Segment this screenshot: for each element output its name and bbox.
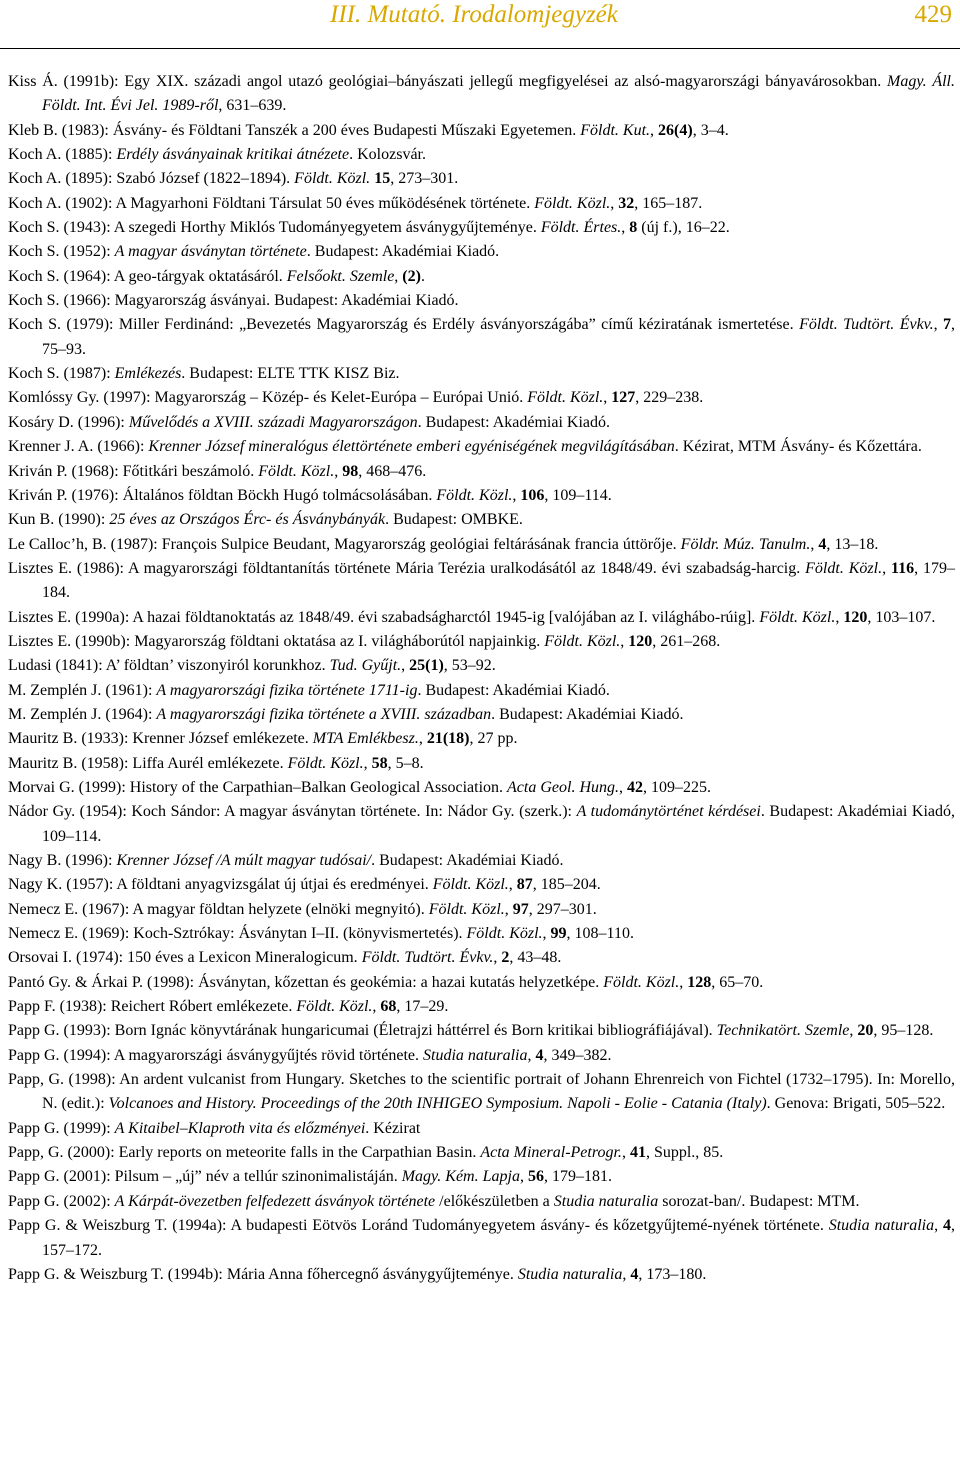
reference-entry: M. Zemplén J. (1961): A magyarországi fizika története 1711-ig. Budapest: Akadémiai Kiadó. [8,681,610,699]
reference-entry: Papp G. (1993): Born Ignác könyvtárának hungaricumai (Életrajzi háttérrel és Born kritikai bibliográfiájával). Technikatört. Szemle, 20, 95–128. [8,1022,934,1040]
reference-entry: Nagy B. (1996): Krenner József /A múlt magyar tudósai/. Budapest: Akadémiai Kiadó. [8,852,564,869]
reference-entry: Papp G. & Weiszburg T. (1994a): A budapesti Eötvös Loránd Tudományegyetem ásvány- és kőzetgyűjtemé-nyének története. Studia naturalia, 4, 157–172. [8,1217,955,1259]
reference-entry: Mauritz B. (1958): Liffa Aurél emlékezete. Földt. Közl., 58, 5–8. [8,754,424,772]
reference-entry: Le Calloc’h, B. (1987): François Sulpice Beudant, Magyarország geológiai feltárásának francia úttörője. Földr. Múz. Tanulm., 4, 13–18. [8,535,879,553]
reference-entry: Morvai G. (1999): History of the Carpathian–Balkan Geological Association. Acta Geol. Hung., 42, 109–225. [8,778,711,796]
reference-entry: Mauritz B. (1933): Krenner József emlékezete. MTA Emlékbesz., 21(18), 27 pp. [8,730,518,748]
reference-entry: Kriván P. (1976): Általános földtan Böckh Hugó tolmácsolásában. Földt. Közl., 106, 109–114. [8,486,612,504]
reference-entry: Koch S. (1952): A magyar ásványtan története. Budapest: Akadémiai Kiadó. [8,243,500,261]
reference-entry: Koch A. (1885): Erdély ásványainak kritikai átnézete. Kolozsvár. [8,146,426,164]
reference-entry: Koch S. (1966): Magyarország ásványai. Budapest: Akadémiai Kiadó. [8,292,459,310]
reference-entry: Krenner J. A. (1966): Krenner József mineralógus élettörténete emberi egyéniségének megvilágításában. Kézirat, MTM Ásvány- és Kőzettára. [8,438,922,456]
reference-entry: Papp G. (2001): Pilsum – „új” név a tellúr szinonimalistáján. Magy. Kém. Lapja, 56, 179–181. [8,1168,612,1186]
reference-entry: Koch S. (1987): Emlékezés. Budapest: ELTE TTK KISZ Biz. [8,365,400,383]
reference-entry: Lisztes E. (1990a): A hazai földtanoktatás az 1848/49. évi szabadságharctól 1945-ig [valójában az I. világhábo-rúig]. Földt. Közl., 120, 103–107. [8,608,936,626]
reference-entry: Nemecz E. (1967): A magyar földtan helyzete (elnöki megnyitó). Földt. Közl., 97, 297–301. [8,900,597,918]
reference-entry: Kiss Á. (1991b): Egy XIX. századi angol utazó geológiai–bányászati jellegű megfigyelései az alsó-magyarországi bányavárosokban. Magy. Áll. Földt. Int. Évi Jel. 1989-ről, 631–639. [8,73,955,115]
reference-entry: Koch S. (1979): Miller Ferdinánd: „Bevezetés Magyarország és Erdély ásványországába” című kéziratának ismertetése. Földt. Tudtört. Évkv., 7, 75–93. [8,316,956,358]
reference-entry: Kun B. (1990): 25 éves az Országos Érc- és Ásványbányák. Budapest: OMBKE. [8,511,523,529]
reference-entry: Orsovai I. (1974): 150 éves a Lexicon Mineralogicum. Földt. Tudtört. Évkv., 2, 43–48. [8,949,562,967]
reference-entry: Kleb B. (1983): Ásvány- és Földtani Tanszék a 200 éves Budapesti Műszaki Egyetemen. Földt. Kut., 26(4), 3–4. [8,121,729,139]
reference-entry: Pantó Gy. & Árkai P. (1998): Ásványtan, kőzettan és geokémia: a hazai kutatás helyzetképe. Földt. Közl., 128, 65–70. [8,973,764,991]
running-title: III. Mutató. Irodalomjegyzék [330,1,618,28]
reference-entry: Papp G. (1994): A magyarországi ásványgyűjtés rövid története. Studia naturalia, 4, 349–382. [8,1046,612,1064]
reference-entry: Kriván P. (1968): Főtitkári beszámoló. Földt. Közl., 98, 468–476. [8,462,427,480]
reference-entry: Ludasi (1841): A’ földtan’ viszonyiról korunkhoz. Tud. Gyűjt., 25(1), 53–92. [8,657,496,675]
reference-entry: Papp F. (1938): Reichert Róbert emlékezete. Földt. Közl., 68, 17–29. [8,998,449,1016]
reference-entry: Papp G. & Weiszburg T. (1994b): Mária Anna főhercegnő ásványgyűjteménye. Studia naturalia, 4, 173–180. [8,1265,707,1283]
reference-entry: Papp, G. (2000): Early reports on meteorite falls in the Carpathian Basin. Acta Mineral-Petrogr., 41, Suppl., 85. [8,1144,724,1162]
reference-entry: Koch A. (1895): Szabó József (1822–1894). Földt. Közl. 15, 273–301. [8,170,459,188]
page-header [0,0,960,49]
reference-entry: Papp G. (2002): A Kárpát-övezetben felfedezett ásványok története /előkészületben a Studia naturalia sorozat-ban/. Budapest: MTM. [8,1192,860,1210]
page-number: 429 [914,1,952,28]
reference-entry: Nagy K. (1957): A földtani anyagvizsgálat új útjai és eredményei. Földt. Közl., 87, 185–204. [8,876,601,894]
reference-entry: Lisztes E. (1986): A magyarországi földtantanítás története Mária Terézia uralkodásától az 1848/49. évi szabadság-harcig. Földt. Közl., 116, 179–184. [8,559,956,602]
reference-entry: Koch S. (1943): A szegedi Horthy Miklós Tudományegyetem ásványgyűjteménye. Földt. Értes., 8 (új f.), 16–22. [8,219,730,237]
reference-entry: M. Zemplén J. (1964): A magyarországi fizika története a XVIII. században. Budapest: Akadémiai Kiadó. [8,705,684,723]
reference-entry: Komlóssy Gy. (1997): Magyarország – Közép- és Kelet-Európa – Európai Unió. Földt. Közl., 127, 229–238. [8,389,704,407]
reference-entry: Lisztes E. (1990b): Magyarország földtani oktatása az I. világháborútól napjainkig. Földt. Közl., 120, 261–268. [8,632,721,650]
reference-entry: Papp, G. (1998): An ardent vulcanist from Hungary. Sketches to the scientific portrait of Johann Ehrenreich von Fichtel (1732–1795). In: Morello, N. (edit.): Volcanoes and History. Proceedings of the 20th INHIGEO Symposium. Napoli - Eolie - Catania (Italy). Genova: Brigati, 505–522. [8,1071,955,1113]
reference-entry: Kosáry D. (1996): Művelődés a XVIII. századi Magyarországon. Budapest: Akadémiai Kiadó. [8,413,610,431]
reference-entry: Nádor Gy. (1954): Koch Sándor: A magyar ásványtan története. In: Nádor Gy. (szerk.): A tudománytörténet kérdései. Budapest: Akadémiai Kiadó, 109–114. [8,803,956,845]
reference-entry: Papp G. (1999): A Kitaibel–Klaproth vita és előzményei. Kézirat [8,1119,421,1137]
reference-entry: Koch A. (1902): A Magyarhoni Földtani Társulat 50 éves működésének története. Földt. Közl., 32, 165–187. [8,194,703,212]
reference-list [8,70,955,1287]
reference-entry: Nemecz E. (1969): Koch-Sztrókay: Ásványtan I–II. (könyvismertetés). Földt. Közl., 99, 108–110. [8,925,634,943]
reference-entry: Koch S. (1964): A geo-tárgyak oktatásáról. Felsőokt. Szemle, (2). [8,267,425,285]
